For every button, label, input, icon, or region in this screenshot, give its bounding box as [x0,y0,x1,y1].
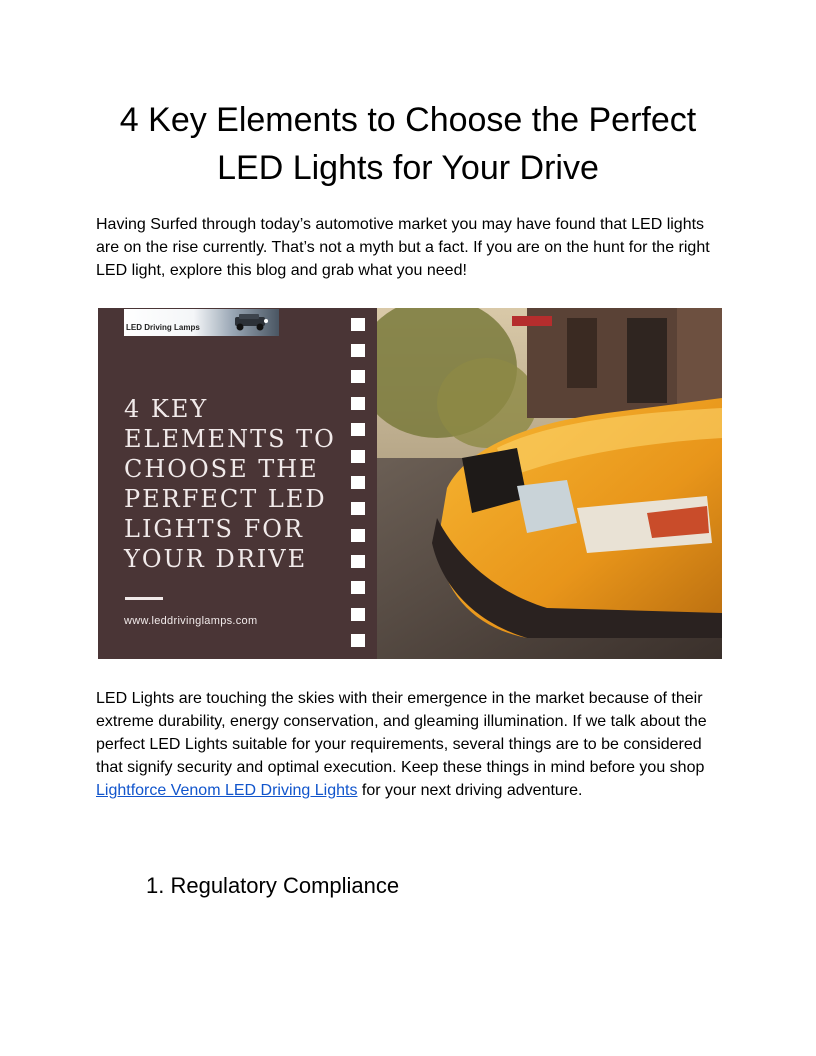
body-text-after-link: for your next driving adventure. [357,782,583,799]
banner-logo-text: LED Driving Lamps [126,323,200,332]
body-text-before-link: LED Lights are touching the skies with their emergence in the market because of their extreme durability, energy conservation, and gleaming illumination. If we talk about the perfect LED Lights suitable for your requirements, several things are to be considered that signify security and optimal execution. Keep these things in mind before you shop [96,690,707,776]
lightforce-venom-link[interactable]: Lightforce Venom LED Driving Lights [96,782,358,799]
section-heading-regulatory-compliance: 1. Regulatory Compliance [146,873,400,898]
banner-url: www.leddrivinglamps.com [124,615,258,627]
film-strip [345,308,377,659]
banner-divider [125,597,163,600]
document-title: 4 Key Elements to Choose the Perfect LED Lights for Your Drive [119,101,697,187]
body-paragraph [96,687,720,802]
intro-paragraph: Having Surfed through today’s automotive market you may have found that LED lights are on the rise currently. That’s not a myth but a fact. If you are on the hunt for the right LED light, explore this blog and grab what you need! [96,216,710,279]
taxi-photo [377,308,722,659]
banner-headline: 4 KEY ELEMENTS TO CHOOSE THE PERFECT LED LIGHTS FOR YOUR DRIVE [124,395,336,573]
banner-logo [124,309,279,336]
jeep-icon [229,313,273,331]
hero-banner-image [98,308,722,659]
